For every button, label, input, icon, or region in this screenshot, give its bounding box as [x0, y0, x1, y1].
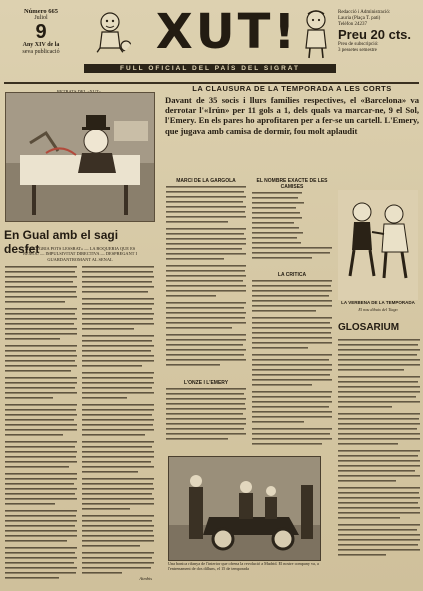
portrait-illustration [6, 93, 154, 221]
right-lead: Davant de 35 socis i llurs famílies respectives, el «Barcelona» va derrotar l'«Irún» per 11 gols a 1, dels quals va marcar-ne, 9 el Sol, l'Emery. En els pares ho aprofitaren per a fer-se un cartell. L'Emery, que jugava amb camisa de dormir, fou molt aplaudit [165, 95, 419, 136]
mascot-left-icon [86, 8, 134, 56]
col2-head: EL NOMBRE EXACTE DE LES CAMISES [256, 178, 328, 190]
issue-month: Juliol [34, 15, 48, 21]
right-col-1-text [166, 186, 246, 376]
cartoon-sub-caption: El nou dibuix del Tiago [358, 307, 398, 312]
article-signature: Aimbis [139, 576, 152, 581]
glossarium-title: GLOSARIUM [338, 322, 400, 333]
right-section-text [166, 388, 246, 452]
right-col-2-list [252, 192, 332, 268]
cartoon-illustration [338, 190, 418, 300]
col1-head: MARCI DE LA GARGOLA [176, 178, 236, 184]
car-photo-illustration [169, 457, 320, 560]
info-line-5: 3 pessetes semestre [338, 48, 377, 53]
info-line-1: Redacció i Administració: [338, 10, 391, 15]
newspaper-title: XUT! [155, 4, 299, 60]
issue-number: Número 665 [23, 8, 58, 15]
section-head: L'ONZE I L'EMERY [183, 380, 229, 386]
glossarium-box [338, 322, 420, 568]
text-column-texture [5, 266, 77, 584]
left-subhead [5, 246, 155, 262]
issue-year-line: Any XIV de la [22, 42, 60, 48]
left-subhead-line-3: GUARDANTROMANT AL SENAL [47, 256, 113, 262]
issue-day: 9 [35, 21, 47, 43]
issue-year-line-2: seva publicació [22, 49, 60, 55]
text-column-texture [82, 266, 154, 584]
masthead-info [338, 10, 418, 54]
info-line-4: Preu de subscripció: [338, 42, 379, 47]
left-subhead-line-2: REMOU — IMPULSIVITAT DIRECTIVA — DESPREGANT I [23, 251, 137, 257]
glossarium-text [338, 333, 420, 563]
race-photo-caption: Una bonica rifanya de l'interior que ofrena la revolució a Madrid. El nostre company va, a l'entrenament de dos dilluns, el 15 de temporada [168, 561, 319, 571]
right-headline: LA CLAUSURA DE LA TEMPORADA A LES CORTS [192, 84, 392, 93]
race-photo [168, 456, 321, 561]
info-line-2: Lauria (Plaça T. pati) [338, 16, 381, 21]
left-article-col-2 [82, 266, 154, 584]
price: Preu 20 cts. [338, 27, 411, 42]
masthead-subtitle: FULL OFICIAL DEL PAÍS DEL SIGRAT [84, 64, 336, 73]
left-subhead-line-1: «L'ALEGRIA POTS LESSRAT» — LA BOQUERIA QUE ES [24, 246, 136, 251]
masthead [4, 4, 419, 84]
left-headline: En Gual amb el sagi desfet [4, 228, 119, 256]
info-line-3: Telèfon 24237 [338, 22, 367, 27]
cartoon-caption: LA VERBENA DE LA TEMPORADA [341, 300, 415, 305]
portrait-photo [5, 92, 155, 222]
col2-subhead: LA CRITICA [277, 272, 307, 278]
right-col-2-text [252, 280, 332, 450]
issue-box [4, 8, 78, 56]
left-article-col-1 [5, 266, 77, 584]
